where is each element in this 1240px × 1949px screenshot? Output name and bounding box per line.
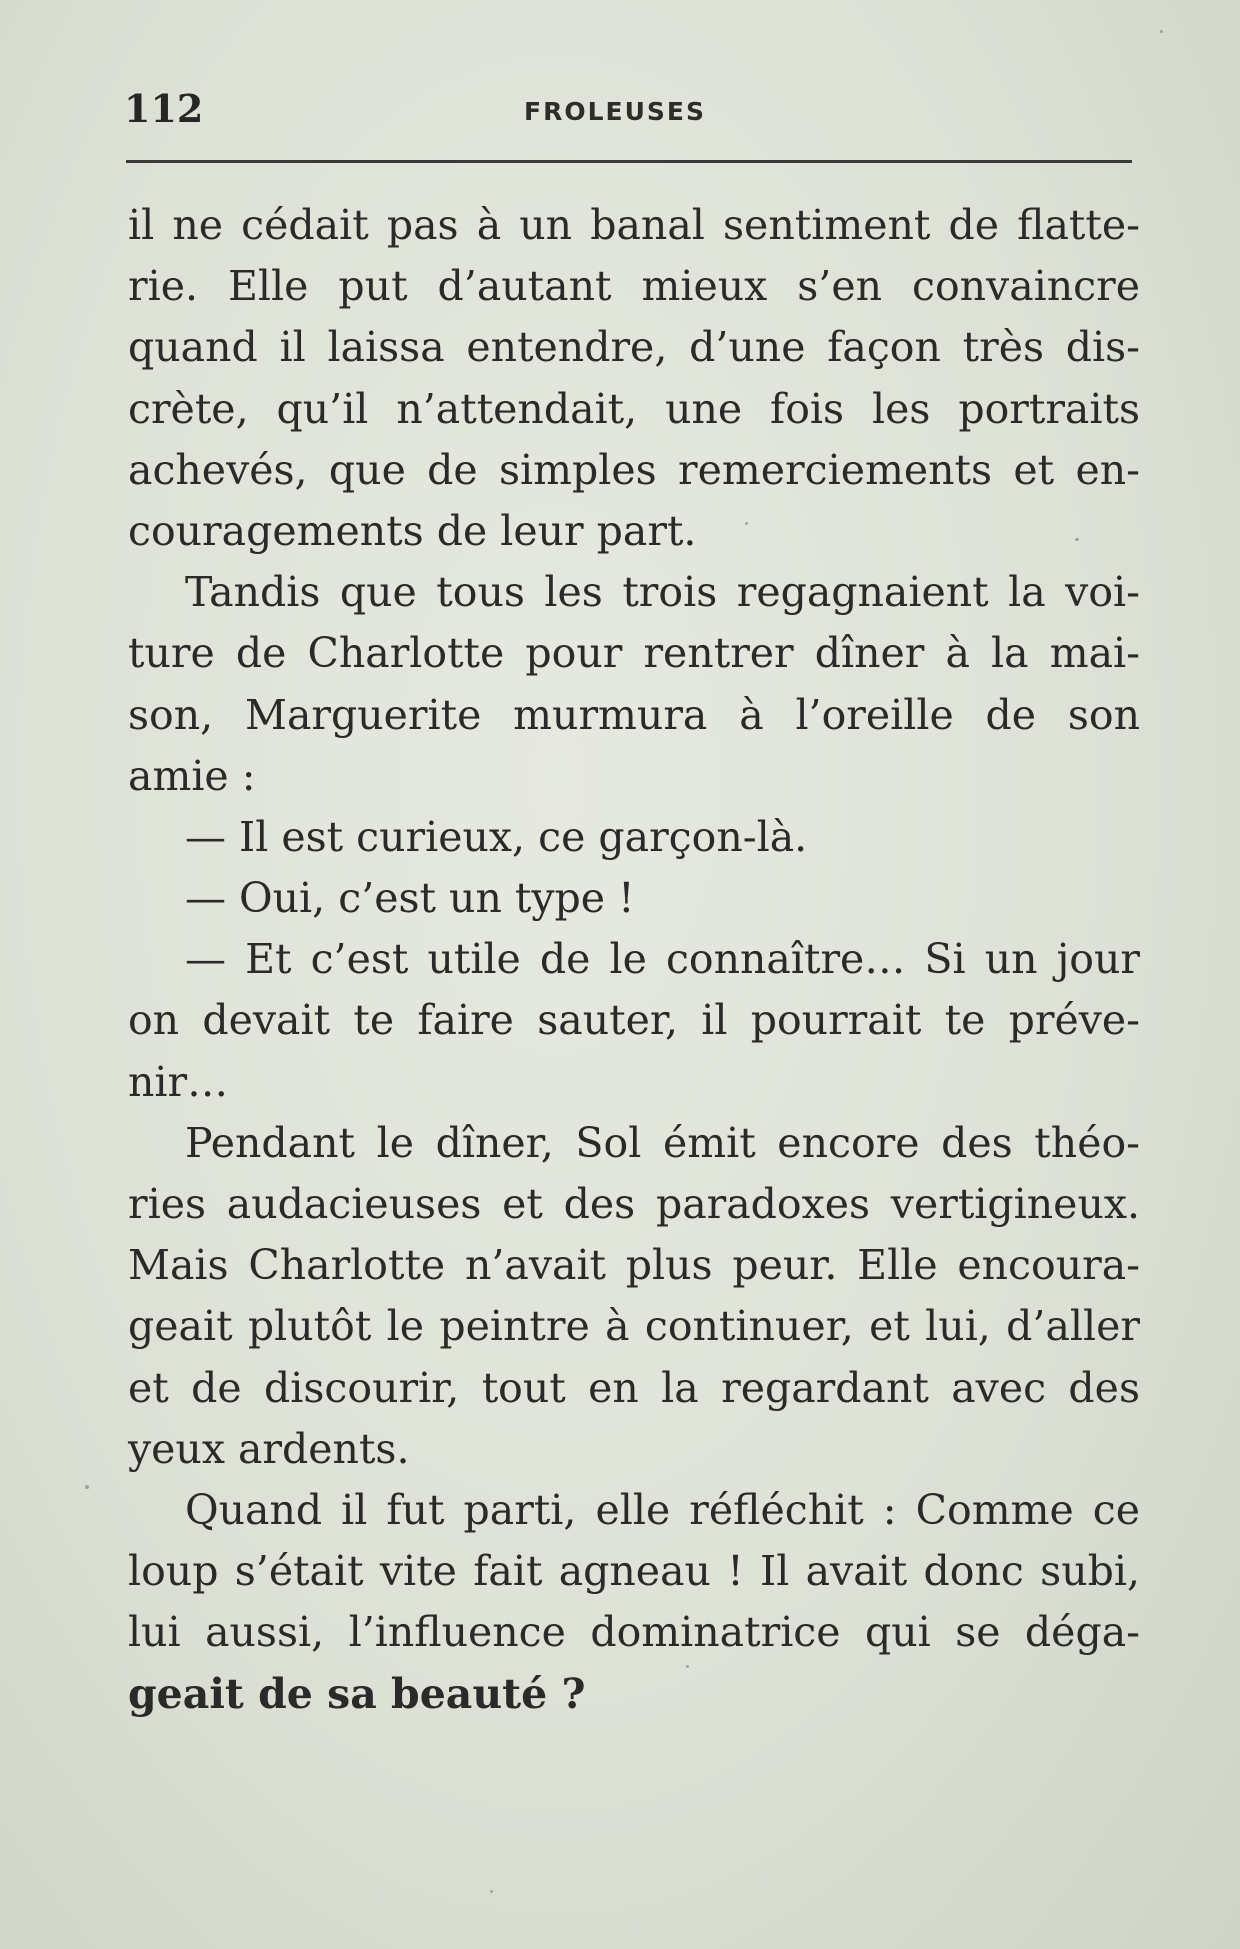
paper-speck: [85, 1485, 89, 1489]
text-line: loup s’était vite fait agneau ! Il avait donc subi,: [128, 1547, 1140, 1596]
paper-speck: [1160, 30, 1163, 33]
text-line: quand il laissa entendre, d’une façon très dis-: [128, 323, 1140, 372]
paper-speck: [745, 522, 748, 525]
text-line: couragements de leur part.: [128, 506, 697, 555]
page-number: 112: [124, 86, 204, 131]
text-line: ries audacieuses et des paradoxes vertigineux.: [128, 1180, 1140, 1228]
text-line: — Et c’est utile de le connaître… Si un jour: [185, 935, 1140, 984]
text-line: — Il est curieux, ce garçon-là.: [185, 812, 808, 861]
running-title: FROLEUSES: [524, 97, 706, 126]
text-line: amie :: [128, 751, 256, 800]
text-line: on devait te faire sauter, il pourrait te préve-: [128, 996, 1140, 1045]
paper-speck: [686, 1665, 689, 1668]
text-line: achevés, que de simples remerciements et en-: [128, 445, 1140, 494]
text-line: il ne cédait pas à un banal sentiment de flatte-: [128, 201, 1140, 249]
text-line: rie. Elle put d’autant mieux s’en convaincre: [128, 262, 1140, 311]
text-line: son, Marguerite murmura à l’oreille de son: [128, 690, 1140, 739]
paper-speck: [1075, 538, 1079, 541]
text-line: — Oui, c’est un type !: [185, 874, 635, 923]
text-line: crète, qu’il n’attendait, une fois les portraits: [128, 384, 1140, 433]
header-rule: [126, 160, 1132, 163]
text-line: lui aussi, l’influence dominatrice qui se déga-: [128, 1608, 1140, 1657]
text-line: et de discourir, tout en la regardant avec des: [128, 1363, 1140, 1412]
text-line: nir…: [128, 1057, 229, 1106]
text-line: Quand il fut parti, elle réfléchit : Comme ce: [185, 1485, 1140, 1534]
text-line: geait plutôt le peintre à continuer, et lui, d’aller: [128, 1302, 1140, 1351]
text-line: geait de sa beauté ?: [128, 1669, 586, 1718]
text-line: yeux ardents.: [128, 1424, 410, 1473]
text-line: Pendant le dîner, Sol émit encore des théo-: [185, 1118, 1140, 1167]
body-text: [128, 195, 1140, 1725]
running-head: [124, 84, 1134, 134]
text-line: Mais Charlotte n’avait plus peur. Elle encoura-: [128, 1241, 1140, 1290]
text-line: ture de Charlotte pour rentrer dîner à la mai-: [128, 629, 1140, 678]
text-line: Tandis que tous les trois regagnaient la voi-: [185, 568, 1140, 617]
paper-speck: [490, 1890, 493, 1893]
